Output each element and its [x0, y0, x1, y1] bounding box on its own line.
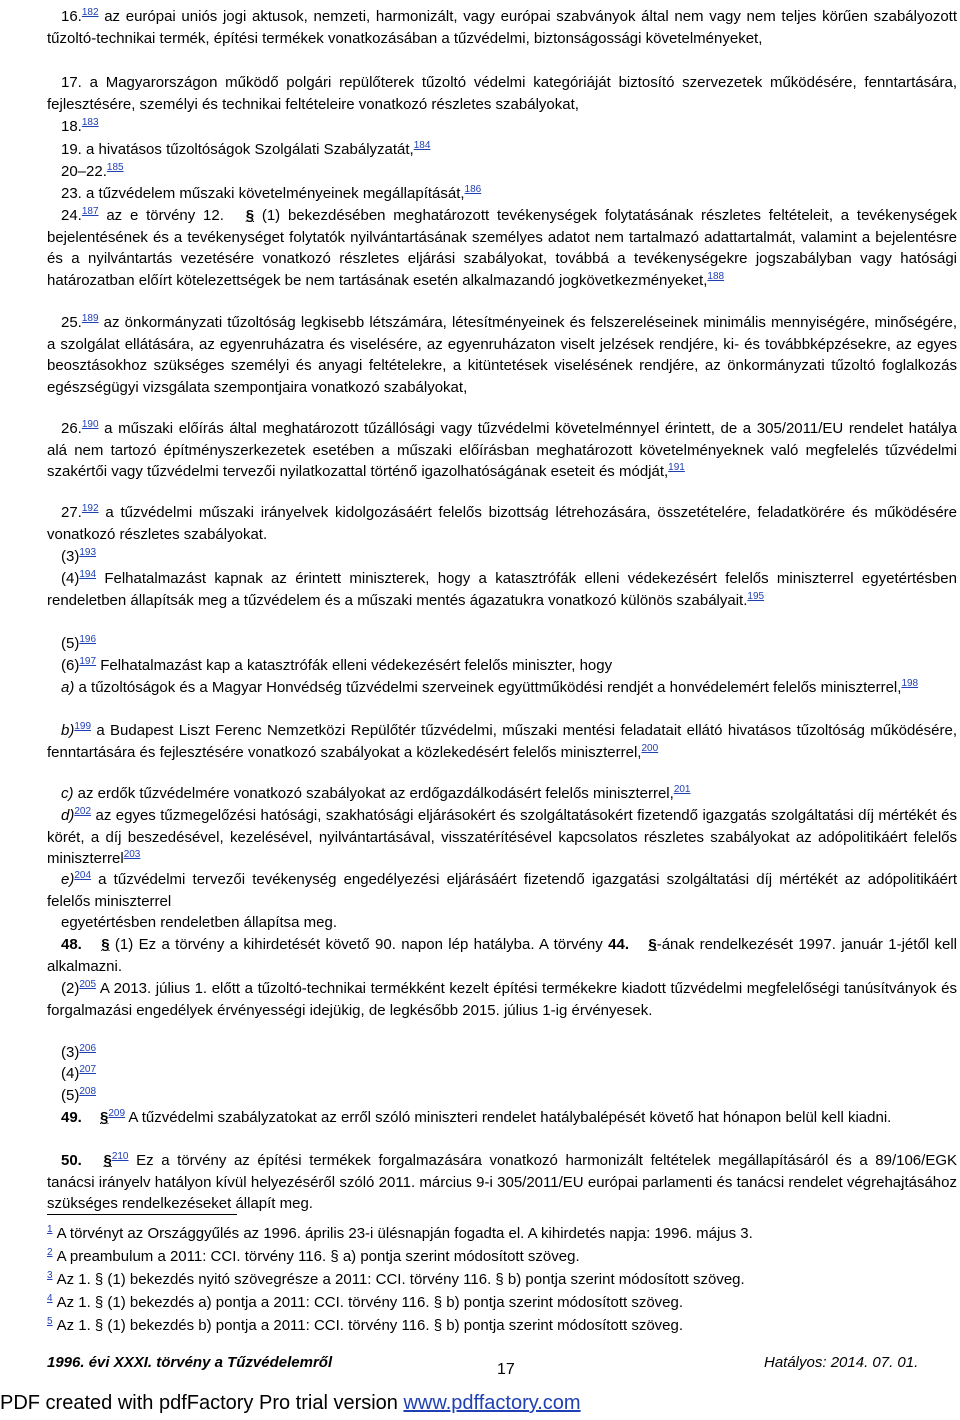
paragraph — [47, 869, 957, 912]
paragraph — [47, 139, 957, 161]
footnote-ref[interactable]: 187 — [81, 206, 99, 217]
footnote-ref[interactable]: 191 — [668, 462, 685, 473]
footnote-ref[interactable]: 189 — [81, 313, 99, 324]
footnote-ref[interactable]: 201 — [673, 784, 691, 795]
footnote-text: Az 1. § (1) bekezdés b) pontja a 2011: CCI. törvény 116. § b) pontja szerint módosított szöveg. — [56, 1317, 684, 1334]
footnote-ref[interactable]: 210 — [111, 1151, 129, 1162]
paragraph — [47, 1063, 957, 1085]
paragraph — [47, 205, 957, 291]
text-run: a műszaki előírás által meghatározott tűzállósági vagy tűzvédelmi követelménnyel érintett, de a 305/2011/EU rendelet hatálya alá nem tartozó építményszerkezetek esetében a műszaki előírásban meghatározott követelményeknek való megfelelés tűzvédelmi szakértői vagy tűzvédelmi tervezői nyilatkozattal történő igazolhatóságának eseteit és módját, — [47, 420, 957, 480]
point-letter: a) — [61, 679, 75, 696]
paragraph — [47, 72, 957, 115]
section-number: 44. — [608, 936, 629, 953]
text-run: Felhatalmazást kapnak az érintett miniszterek, hogy a katasztrófák elleni védekezésért felelős miniszterrel egyetértésben rendeletben állapítsák meg a tűzvédelem és a műszaki mentés ágazatukra vonatkozó különös szabályait. — [47, 570, 957, 609]
footer-law-title: 1996. évi XXXI. törvény a Tűzvédelemről — [47, 1354, 333, 1371]
footnote-text: A törvényt az Országgyűlés az 1996. április 23-i ülésnapján fogadta el. A kihirdetés napja: 1996. május 3. — [56, 1225, 753, 1242]
paragraph — [47, 6, 957, 49]
text-run: az egyes tűzmegelőzési hatósági, szakhatósági eljárásokért és szolgáltatásokért fizetendő igazgatás szolgáltatási díj mértékét és körét, a díj beszedésével, kezelésével, nyilvántartásával, visszatérítésével kapcsolatos részletes szabályokat az adópolitikáért felelős miniszterrel — [47, 807, 957, 867]
paragraph — [47, 116, 957, 138]
paragraph — [47, 720, 957, 763]
text-run: Felhatalmazást kap a katasztrófák elleni védekezésért felelős miniszter, hogy — [96, 657, 613, 674]
text-run: A 2013. július 1. előtt a tűzoltó-technikai termékként kezelt építési termékekre kiadott tűzvédelmi megfelelőségi tanúsítványok és forgalmazási engedélyek érvényességi idejükig, de legkésőbb 2015. július 1-ig érvényesek. — [47, 980, 957, 1019]
section-number: 49. — [61, 1109, 82, 1126]
footnote-text: A preambulum a 2011: CCI. törvény 116. § a) pontja szerint módosított szöveg. — [56, 1248, 580, 1265]
footnote-ref[interactable]: 202 — [74, 806, 92, 817]
footnote-ref[interactable]: 182 — [81, 7, 99, 18]
footnote-number[interactable]: 4 — [47, 1293, 53, 1304]
footnote — [47, 1314, 957, 1337]
footnote-number[interactable]: 3 — [47, 1270, 53, 1281]
paragraph — [47, 912, 957, 934]
text-run: (4) — [61, 1065, 80, 1082]
paragraph — [47, 568, 957, 611]
text-run: (3) — [61, 548, 80, 565]
footnotes — [47, 1222, 957, 1337]
footnote-ref[interactable]: 208 — [79, 1086, 97, 1097]
footnote-ref[interactable]: 209 — [108, 1108, 126, 1119]
footnote — [47, 1268, 957, 1291]
footnote-ref[interactable]: 188 — [707, 270, 725, 282]
paragraph — [47, 633, 957, 655]
paragraph — [47, 677, 957, 699]
footnote-number[interactable]: 2 — [47, 1247, 53, 1258]
paragraph — [47, 1085, 957, 1107]
text-run: az e törvény 12. — [98, 207, 232, 224]
paragraph — [47, 418, 957, 483]
footnote-number[interactable]: 5 — [47, 1316, 53, 1327]
footnote-ref[interactable]: 200 — [641, 742, 659, 754]
footnote-ref[interactable]: 195 — [747, 590, 765, 602]
footnote — [47, 1222, 957, 1245]
text-run: (5) — [61, 635, 80, 652]
paragraph — [47, 783, 957, 805]
paragraph — [47, 312, 957, 398]
section-number: 50. — [61, 1152, 82, 1169]
footnote-ref[interactable]: 186 — [464, 184, 482, 195]
point-letter: b) — [61, 722, 75, 739]
footnote-ref[interactable]: 197 — [79, 656, 97, 667]
section-sign: § — [101, 936, 110, 953]
text-run: 17. a Magyarországon működő polgári repülőterek tűzoltó védelmi kategóriáját biztosító szervezetek működésére, fenntartására, fejlesztésére, személyi és technikai feltételeire vonatkozó részletes szabályokat, — [47, 74, 957, 113]
footnote-ref[interactable]: 184 — [413, 140, 431, 151]
text-run: (4) — [61, 570, 80, 587]
text-run: a tűzvédelmi tervezői tevékenység engedélyezési eljárásáért fizetendő igazgatási szolgáltatási díj mértékét az adópolitikáért felelős miniszterrel — [47, 871, 957, 910]
section-number: 48. — [61, 936, 82, 953]
pdffactory-link[interactable]: www.pdffactory.com — [403, 1392, 581, 1414]
footnote-ref[interactable]: 205 — [79, 979, 97, 990]
point-letter: d) — [61, 807, 75, 824]
text-run: 24. — [61, 207, 82, 224]
text-run: (1) bekezdésében meghatározott tevékenységek folytatásának részletes feltételeit, a tevékenységek bejelentésének és a tevékenységet folytatók nyilvántartásának személyes adatot nem tartalmazó adattartalmát, valamint a bejelentésre és a nyilvántartás vezetésére vonatkozó részletes eljárási szabályokat, továbbá a tevékenységekre jogszabályban vagy hatósági határozatban előírt kötelezettségek be nem tartásának esetén alkalmazandó jogkövetkezményeket, — [47, 207, 957, 289]
paragraph — [47, 934, 957, 977]
footnote-ref[interactable]: 207 — [79, 1064, 97, 1075]
text-run: (5) — [61, 1087, 80, 1104]
text-run: 19. a hivatásos tűzoltóságok Szolgálati Szabályzatát, — [61, 141, 414, 158]
paragraph — [47, 1042, 957, 1064]
section-sign: § — [648, 936, 657, 953]
footnote-ref[interactable]: 203 — [123, 849, 141, 860]
text-run: (3) — [61, 1044, 80, 1061]
paragraph — [47, 655, 957, 677]
section-sign: § — [245, 207, 255, 224]
paragraph — [47, 1107, 957, 1129]
text-run: 26. — [61, 420, 82, 437]
page-number: 17 — [497, 1361, 515, 1378]
text-run: 18. — [61, 118, 82, 135]
footnote-ref[interactable]: 198 — [901, 678, 919, 689]
footnote-ref[interactable]: 196 — [79, 634, 97, 645]
text-run: a tűzoltóságok és a Magyar Honvédség tűzvédelmi szerveinek együttműködési rendjét a honvédelemért felelős miniszterrel, — [74, 679, 902, 696]
text-run: 27. — [61, 504, 82, 521]
footnote-ref[interactable]: 185 — [106, 162, 124, 173]
text-run: 20–22. — [61, 163, 107, 180]
text-run: egyetértésben rendeletben állapítsa meg. — [61, 914, 338, 931]
text-run: Ez a törvény az építési termékek forgalmazására vonatkozó harmonizált feltételek megállapításáról és a 89/106/EGK tanácsi irányelv hatályon kívül helyezéséről szóló 2011. március 9-i 305/2011/EU európai parlamenti és tanácsi rendelet végrehajtásához szükséges rendelkezéseket állapít meg. — [47, 1152, 957, 1212]
section-sign: § — [103, 1152, 112, 1169]
section-sign: § — [100, 1109, 109, 1126]
text-run: 23. a tűzvédelem műszaki követelményeinek megállapítását, — [61, 185, 465, 202]
footnote-ref[interactable]: 199 — [74, 721, 92, 732]
paragraph — [47, 978, 957, 1021]
footnote-separator — [47, 1214, 237, 1215]
footnote-text: Az 1. § (1) bekezdés nyitó szövegrésze a 2011: CCI. törvény 116. § b) pontja szerint módosított szöveg. — [56, 1271, 745, 1288]
text-run: az erdők tűzvédelmére vonatkozó szabályokat az erdőgazdálkodásért felelős miniszterrel, — [73, 785, 674, 802]
text-run: az európai uniós jogi aktusok, nemzeti, harmonizált, vagy európai szabványok által nem vagy nem teljes körűen szabályozott tűzoltó-technikai termék, építési termékek vonatkozásában a tűzvédelmi, biztonságossági követelményeket, — [47, 8, 957, 47]
footnote-ref[interactable]: 190 — [81, 419, 99, 430]
point-letter: e) — [61, 871, 75, 888]
footnote-ref[interactable]: 194 — [79, 569, 97, 580]
paragraph — [47, 546, 957, 568]
text-run — [82, 1152, 90, 1169]
paragraph — [47, 183, 957, 205]
footnote-text: Az 1. § (1) bekezdés a) pontja a 2011: CCI. törvény 116. § b) pontja szerint módosított szöveg. — [56, 1294, 684, 1311]
point-letter: c) — [61, 785, 74, 802]
footnote-ref[interactable]: 183 — [81, 117, 99, 128]
text-run: (6) — [61, 657, 80, 674]
paragraph — [47, 161, 957, 183]
paragraph — [47, 502, 957, 545]
footnote-ref[interactable]: 193 — [79, 547, 97, 558]
paragraph — [47, 805, 957, 870]
pdf-creator-banner — [0, 1392, 581, 1415]
footnote — [47, 1291, 957, 1314]
footnote-ref[interactable]: 204 — [74, 870, 92, 881]
text-run: (2) — [61, 980, 80, 997]
footnote-ref[interactable]: 206 — [79, 1043, 97, 1054]
footnote — [47, 1245, 957, 1268]
banner-text: PDF created with pdfFactory Pro trial version — [0, 1392, 404, 1414]
text-run: a tűzvédelmi műszaki irányelvek kidolgozásáért felelős bizottság létrehozására, összetételére, feladatkörére és működésére vonatkozó részletes szabályokat. — [47, 504, 957, 543]
text-run: a Budapest Liszt Ferenc Nemzetközi Repülőtér tűzvédelmi, műszaki mentési feladatait ellátó hivatásos tűzoltóság működésére, fenntartására és fejlesztésére vonatkozó szabályokat a közlekedésért felelős miniszterrel, — [47, 722, 957, 761]
footnote-number[interactable]: 1 — [47, 1224, 53, 1235]
paragraph — [47, 1150, 957, 1215]
text-run: 16. — [61, 8, 82, 25]
text-run: A tűzvédelmi szabályzatokat az erről szóló miniszteri rendelet hatálybalépését követő hat hónapon belül kell kiadni. — [125, 1109, 892, 1126]
footnote-ref[interactable]: 192 — [81, 503, 99, 514]
text-run: -ának rendelkezését 1997. január 1-jétől kell alkalmazni. — [47, 936, 957, 975]
text-run: 25. — [61, 314, 82, 331]
text-run: (1) Ez a törvény a kihirdetését követő 90. napon lép hatályba. A törvény — [109, 936, 609, 953]
text-run: az önkormányzati tűzoltóság legkisebb létszámára, létesítményeinek és felszereléseinek minimális mennyiségére, minőségére, a szolgálat ellátására, az egyenruházatra és viselésére, az egyenruházaton viselt jelzések rendjére, ki- és továbbképzésekre, az egyes beosztásokhoz szükséges személyi és anyagi feltételekre, a kitüntetések viselésének rendjére, az önkormányzati tűzoltó foglalkozás egészségügyi vizsgálata szempontjaira vonatkozó szabályokat, — [47, 314, 957, 396]
footer-effective-date: Hatályos: 2014. 07. 01. — [764, 1354, 919, 1371]
